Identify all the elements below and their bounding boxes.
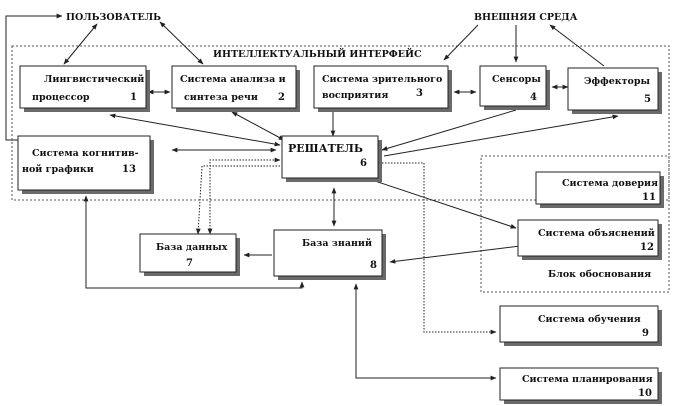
svg-text:Система зрительного: Система зрительного: [322, 74, 443, 85]
svg-text:процессор: процессор: [32, 92, 90, 103]
svg-text:Лингвистический: Лингвистический: [44, 74, 145, 85]
node-vision-system: [314, 66, 452, 112]
svg-text:Система обучения: Система обучения: [538, 314, 641, 325]
svg-text:синтеза речи: синтеза речи: [184, 92, 258, 103]
svg-text:10: 10: [638, 388, 652, 399]
node-effectors: [568, 68, 662, 114]
svg-text:РЕШАТЕЛЬ: РЕШАТЕЛЬ: [288, 142, 363, 155]
svg-text:Система объяснений: Система объяснений: [538, 228, 655, 239]
svg-text:13: 13: [122, 164, 136, 175]
node-sensors: [480, 66, 550, 110]
svg-text:База знаний: База знаний: [302, 238, 373, 249]
svg-text:База данных: База данных: [156, 242, 228, 253]
svg-text:Система когнитив-: Система когнитив-: [32, 148, 139, 159]
node-linguistic-processor: [20, 66, 150, 112]
svg-text:5: 5: [644, 94, 651, 105]
justification-label: Блок обоснования: [548, 269, 652, 280]
svg-text:Сенсоры: Сенсоры: [492, 74, 541, 85]
svg-text:2: 2: [278, 92, 285, 103]
svg-text:ной графики: ной графики: [22, 164, 94, 175]
svg-text:Система доверия: Система доверия: [562, 178, 659, 189]
svg-text:9: 9: [642, 328, 649, 339]
svg-text:3: 3: [416, 88, 423, 99]
svg-text:7: 7: [186, 258, 193, 269]
svg-text:1: 1: [130, 92, 137, 103]
svg-text:4: 4: [530, 92, 537, 103]
node-cognitive-graphics: [18, 136, 154, 194]
node-speech-system: [172, 66, 300, 112]
svg-text:8: 8: [370, 260, 377, 271]
node-knowledge-base: [274, 230, 386, 280]
environment-label: ВНЕШНЯЯ СРЕДА: [474, 12, 578, 23]
svg-text:11: 11: [642, 192, 656, 203]
svg-text:Система анализа и: Система анализа и: [180, 74, 286, 85]
node-planning-system: [500, 368, 662, 404]
svg-text:Система планирования: Система планирования: [522, 374, 653, 385]
node-solver: [282, 136, 382, 182]
interface-label: ИНТЕЛЛЕКТУАЛЬНЫЙ ИНТЕРФЕЙС: [213, 49, 422, 60]
svg-text:6: 6: [360, 158, 367, 169]
node-learning-system: [500, 306, 662, 346]
node-trust-system: [536, 172, 664, 208]
svg-text:12: 12: [640, 242, 654, 253]
node-database: [140, 234, 240, 276]
node-explanation-system: [518, 220, 662, 260]
user-label: ПОЛЬЗОВАТЕЛЬ: [66, 12, 161, 23]
svg-text:Эффекторы: Эффекторы: [584, 76, 650, 87]
svg-text:восприятия: восприятия: [322, 90, 389, 101]
